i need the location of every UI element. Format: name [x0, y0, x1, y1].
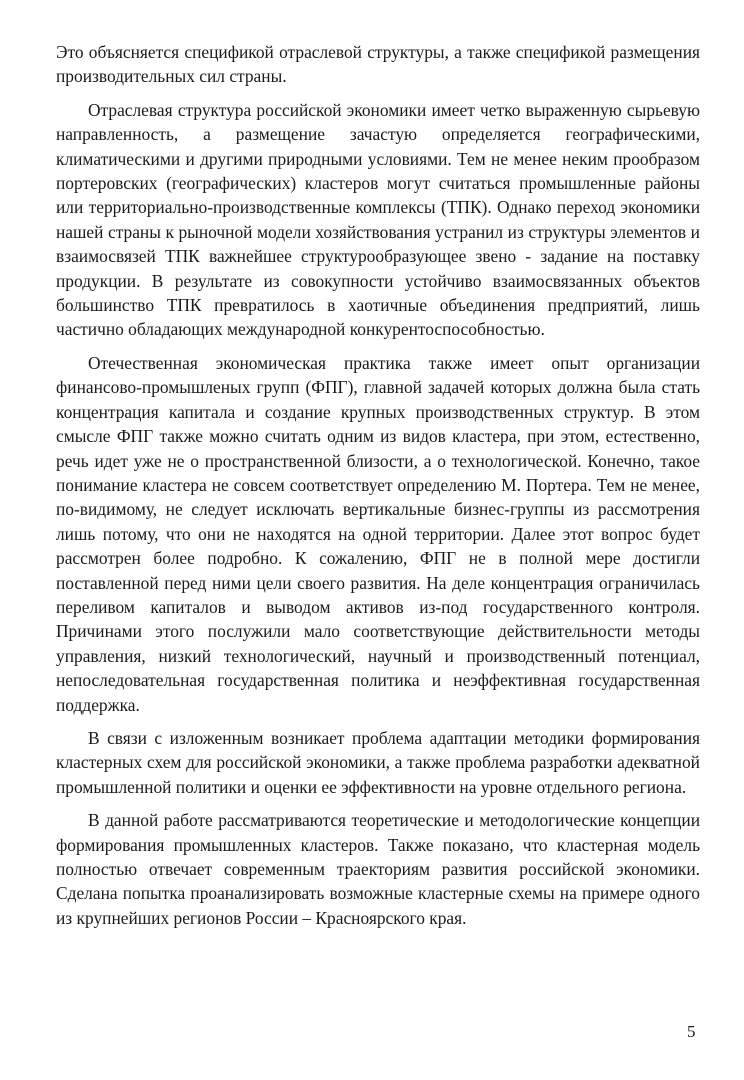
- paragraph-4: В связи с изложенным возникает проблема адаптации методики формирования кластерных схем для российской экономики, а также проблема разработки адекватной промышленной политики и оценки ее эффективности на уровне отдельного региона.: [56, 727, 700, 797]
- paragraph-5: В данной работе рассматриваются теоретические и методологические концепции формирования промышленных кластеров. Также показано, что кластерная модель полностью отвечает современным траекториям развития российской экономики. Сделана попытка проанализировать возможные кластерные схемы на примере одного из крупнейших регионов России – Красноярского края.: [56, 810, 700, 928]
- paragraph-1: Это объясняется спецификой отраслевой структуры, а также спецификой размещения производительных сил страны.: [56, 42, 700, 87]
- page-number: 5: [687, 1022, 696, 1041]
- paragraph-3: Отечественная экономическая практика также имеет опыт организации финансово-промышленых групп (ФПГ), главной задачей которых должна была стать концентрация капитала и создание крупных производственных структур. В этом смысле ФПГ также можно считать одним из видов кластера, при этом, естественно, речь идет уже не о пространственной близости, а о технологической. Конечно, такое понимание кластера не совсем соответствует определению М. Портера. Тем не менее, по-видимому, не следует исключать вертикальные бизнес-группы из рассмотрения лишь потому, что они не находятся на одной территории. Далее этот вопрос будет рассмотрен более подробно. К сожалению, ФПГ не в полной мере достигли поставленной перед ними цели своего развития. На деле концентрация ограничилась переливом капиталов и выводом активов из-под государственного контроля. Причинами этого послужили мало соответствующие действительности методы управления, низкий технологический, научный и производственный потенциал, непоследовательная государственная политика и неэффективная государственная поддержка.: [56, 352, 700, 715]
- page-body: [56, 40, 700, 939]
- paragraph-2: Отраслевая структура российской экономики имеет четко выраженную сырьевую направленность, а размещение зачастую определяется географическими, климатическими и другими природными условиями. Тем не менее неким прообразом портеровских (географических) кластеров могут считаться промышленные районы или территориально-производственные комплексы (ТПК). Однако переход экономики нашей страны к рыночной модели хозяйствования устранил из структуры элементов и взаимосвязей ТПК важнейшее структурообразующее звено - задание на поставку продукции. В результате из совокупности устойчиво взаимосвязанных объектов большинство ТПК превратилось в хаотичные объединения предприятий, лишь частично обладающих международной конкурентоспособностью.: [56, 99, 700, 340]
